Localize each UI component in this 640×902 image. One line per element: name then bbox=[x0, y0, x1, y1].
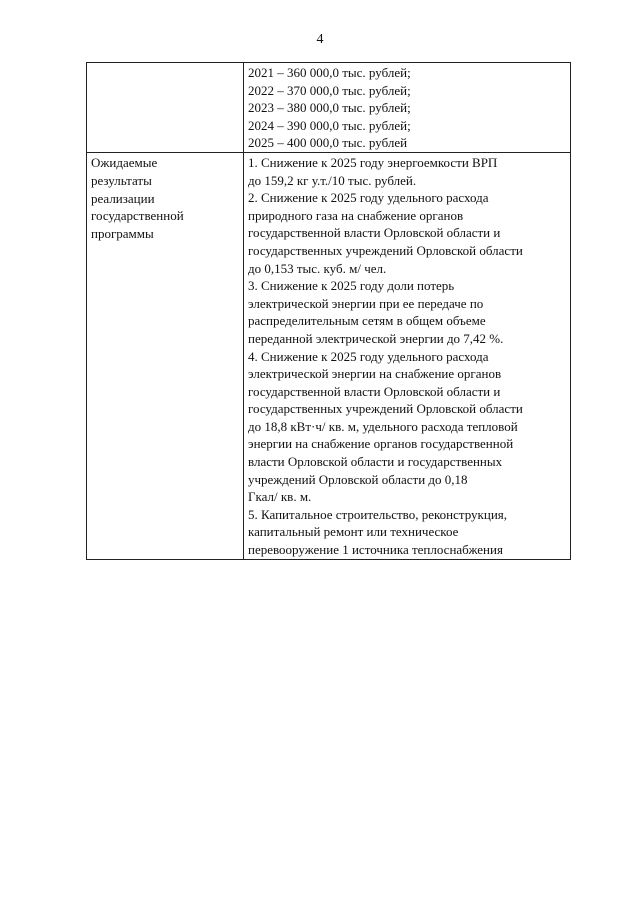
funding-label-cell bbox=[87, 63, 244, 153]
result-line: власти Орловской области и государственных bbox=[248, 454, 503, 470]
expected-results-label-line: Ожидаемые bbox=[91, 154, 158, 170]
funding-line: 2021 – 360 000,0 тыс. рублей; bbox=[248, 65, 411, 80]
result-line: государственных учреждений Орловской области bbox=[248, 401, 523, 417]
result-line: капитальный ремонт или техническое bbox=[248, 524, 459, 540]
result-line: энергии на снабжение органов государственной bbox=[248, 436, 514, 452]
funding-line: 2022 – 370 000,0 тыс. рублей; bbox=[248, 82, 411, 98]
funding-line: 2025 – 400 000,0 тыс. рублей bbox=[248, 135, 408, 151]
result-line: государственных учреждений Орловской области bbox=[248, 242, 523, 258]
program-passport-table bbox=[86, 62, 571, 560]
result-line: учреждений Орловской области до 0,18 bbox=[248, 471, 468, 487]
table-row bbox=[87, 152, 571, 559]
page-number: 4 bbox=[316, 32, 324, 47]
result-line: 5. Капитальное строительство, реконструкция, bbox=[248, 506, 508, 522]
expected-results-label-cell bbox=[87, 152, 244, 559]
result-line: Гкал/ кв. м. bbox=[248, 489, 312, 505]
expected-results-label-line: программы bbox=[91, 226, 154, 242]
result-line: до 159,2 кг у.т./10 тыс. рублей. bbox=[248, 172, 417, 188]
result-line: государственной власти Орловской области и bbox=[248, 225, 501, 241]
expected-results-label-line: государственной bbox=[91, 208, 184, 224]
result-line: распределительным сетям в общем объеме bbox=[248, 313, 486, 329]
expected-results-label-line: реализации bbox=[91, 190, 155, 206]
expected-results-label-line: результаты bbox=[91, 172, 152, 188]
result-line: природного газа на снабжение органов bbox=[248, 207, 464, 223]
result-line: государственной власти Орловской области и bbox=[248, 383, 501, 399]
result-line: электрической энергии при ее передаче по bbox=[248, 295, 484, 311]
result-line: 1. Снижение к 2025 году энергоемкости ВРП bbox=[248, 154, 498, 170]
result-line: до 18,8 кВт·ч/ кв. м, удельного расхода тепловой bbox=[248, 418, 518, 434]
funding-line: 2023 – 380 000,0 тыс. рублей; bbox=[248, 100, 411, 116]
result-line: 4. Снижение к 2025 году удельного расхода bbox=[248, 348, 489, 364]
table-row bbox=[87, 63, 571, 153]
result-line: до 0,153 тыс. куб. м/ чел. bbox=[248, 260, 387, 276]
result-line: переданной электрической энергии до 7,42 %. bbox=[248, 330, 504, 346]
funding-line: 2024 – 390 000,0 тыс. рублей; bbox=[248, 117, 411, 133]
result-line: перевооружение 1 источника теплоснабжения bbox=[248, 542, 503, 558]
result-line: 3. Снижение к 2025 году доли потерь bbox=[248, 278, 455, 294]
result-line: 2. Снижение к 2025 году удельного расхода bbox=[248, 190, 489, 206]
result-line: электрической энергии на снабжение органов bbox=[248, 366, 502, 382]
expected-results-text-cell bbox=[244, 152, 571, 559]
funding-values-cell bbox=[244, 63, 571, 153]
